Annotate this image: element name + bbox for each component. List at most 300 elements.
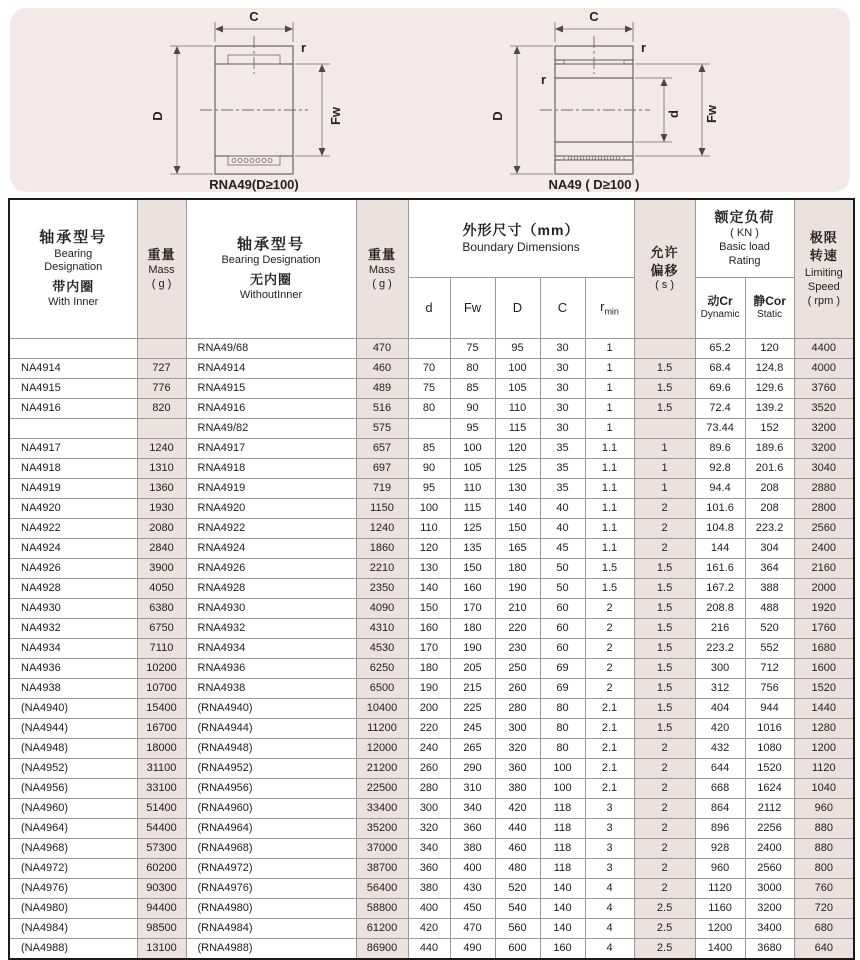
table-cell: 480 [495, 858, 540, 878]
table-cell: 125 [495, 458, 540, 478]
table-cell: 135 [450, 538, 495, 558]
table-cell: 140 [540, 878, 585, 898]
table-cell: 94400 [137, 898, 186, 918]
table-cell: 644 [695, 758, 745, 778]
table-row [9, 598, 854, 618]
table-cell: 380 [408, 878, 450, 898]
table-cell: (NA4944) [9, 718, 137, 738]
table-cell: 70 [408, 358, 450, 378]
table-cell: (NA4988) [9, 938, 137, 959]
header-mass2-zh: 重量 [367, 247, 396, 263]
table-cell: 1760 [794, 618, 854, 638]
table-cell: 1240 [137, 438, 186, 458]
table-cell: (NA4948) [9, 738, 137, 758]
table-cell: 80 [540, 698, 585, 718]
table-cell: 2.5 [634, 898, 695, 918]
table-cell: 230 [495, 638, 540, 658]
table-cell: (NA4956) [9, 778, 137, 798]
table-cell: 340 [408, 838, 450, 858]
table-cell: 165 [495, 538, 540, 558]
table-cell: 1200 [794, 738, 854, 758]
table-cell: 2256 [745, 818, 794, 838]
header-dim-D [495, 277, 540, 338]
header-speed-zh2: 转速 [809, 247, 838, 263]
table-cell [9, 418, 137, 438]
table-cell: 4 [585, 878, 634, 898]
table-cell: 69 [540, 678, 585, 698]
table-cell: 4090 [356, 598, 408, 618]
table-cell: NA4914 [9, 358, 137, 378]
header-static-en: Static [757, 309, 783, 320]
header-mass2-unit: ( g ) [372, 277, 392, 290]
bearing-diagrams [10, 8, 850, 192]
table-cell [634, 338, 695, 358]
table-cell: 124.8 [745, 358, 794, 378]
table-cell: 60 [540, 618, 585, 638]
table-cell: 1 [634, 438, 695, 458]
dim-fw-label: Fw [463, 300, 482, 315]
table-cell: 310 [450, 778, 495, 798]
table-cell: 118 [540, 858, 585, 878]
table-cell: 360 [408, 858, 450, 878]
table-body [9, 338, 854, 959]
table-cell: 1920 [794, 598, 854, 618]
table-cell: 400 [408, 898, 450, 918]
header-speed-unit: ( rpm ) [807, 294, 840, 307]
table-cell: 110 [408, 518, 450, 538]
table-cell: 1160 [695, 898, 745, 918]
table-cell: 90 [450, 398, 495, 418]
table-cell: (NA4960) [9, 798, 137, 818]
table-cell: 101.6 [695, 498, 745, 518]
table-cell: 1 [585, 338, 634, 358]
table-cell: 161.6 [695, 558, 745, 578]
table-cell: 1 [585, 418, 634, 438]
table-cell: 1120 [794, 758, 854, 778]
table-cell: 250 [495, 658, 540, 678]
table-cell: RNA4924 [186, 538, 356, 558]
table-cell: 2 [585, 598, 634, 618]
table-cell: 89.6 [695, 438, 745, 458]
table-cell: 2840 [137, 538, 186, 558]
header-mass2-en: Mass [368, 263, 396, 276]
table-cell: 719 [356, 478, 408, 498]
table-cell: 201.6 [745, 458, 794, 478]
table-cell: RNA4917 [186, 438, 356, 458]
table-cell: 95 [408, 478, 450, 498]
table-cell: 75 [450, 338, 495, 358]
table-cell: 2080 [137, 518, 186, 538]
table-cell: 400 [450, 858, 495, 878]
table-cell: 30 [540, 418, 585, 438]
table-cell: 190 [495, 578, 540, 598]
table-row [9, 698, 854, 718]
table-cell: 1.5 [585, 578, 634, 598]
table-cell: 245 [450, 718, 495, 738]
table-cell: 35 [540, 478, 585, 498]
table-cell: 1310 [137, 458, 186, 478]
table-row [9, 498, 854, 518]
table-cell: 223.2 [695, 638, 745, 658]
table-cell: 2 [634, 778, 695, 798]
table-cell: 120 [745, 338, 794, 358]
table-cell: 10200 [137, 658, 186, 678]
table-cell: 960 [794, 798, 854, 818]
table-cell: NA4916 [9, 398, 137, 418]
table-cell: (RNA4980) [186, 898, 356, 918]
label-r-left-right-diagram: r [541, 72, 547, 87]
table-cell: 4000 [794, 358, 854, 378]
table-cell: 60 [540, 638, 585, 658]
table-row [9, 938, 854, 959]
dim-d-label: d [425, 300, 433, 315]
table-row [9, 758, 854, 778]
table-row [9, 858, 854, 878]
table-cell: 2 [585, 658, 634, 678]
table-cell: 144 [695, 538, 745, 558]
label-r-left-diagram: r [301, 40, 307, 55]
table-cell: 1200 [695, 918, 745, 938]
header-load-unit: ( KN ) [730, 227, 759, 240]
table-cell: 118 [540, 798, 585, 818]
dim-D-label: D [512, 300, 523, 315]
table-cell: 360 [450, 818, 495, 838]
table-cell: (NA4964) [9, 818, 137, 838]
table-cell: 2 [634, 878, 695, 898]
table-cell: 180 [408, 658, 450, 678]
table-cell: 1680 [794, 638, 854, 658]
header-misalignment [634, 199, 695, 338]
header-basic-load-rating [695, 199, 794, 277]
table-cell: 388 [745, 578, 794, 598]
table-cell [137, 418, 186, 438]
table-cell: 3 [585, 818, 634, 838]
label-Fw-left-diagram: Fw [328, 106, 343, 126]
table-cell: 928 [695, 838, 745, 858]
table-cell: 56400 [356, 878, 408, 898]
table-cell: RNA4919 [186, 478, 356, 498]
table-cell: 139.2 [745, 398, 794, 418]
table-cell [408, 418, 450, 438]
table-cell: (NA4952) [9, 758, 137, 778]
header-with-inner-en1: Bearing [54, 247, 93, 260]
table-cell: NA4928 [9, 578, 137, 598]
table-cell: 1860 [356, 538, 408, 558]
table-cell: RNA4932 [186, 618, 356, 638]
table-cell: 210 [495, 598, 540, 618]
table-row [9, 658, 854, 678]
table-row [9, 338, 854, 358]
table-cell: 540 [495, 898, 540, 918]
table-header [9, 199, 854, 338]
table-cell: 73.44 [695, 418, 745, 438]
table-cell: 4 [585, 918, 634, 938]
table-cell: 223.2 [745, 518, 794, 538]
header-dim-rmin [585, 277, 634, 338]
table-cell: 420 [495, 798, 540, 818]
table-cell: (RNA4948) [186, 738, 356, 758]
diagram-rna49 [150, 9, 343, 192]
table-cell: 2 [634, 798, 695, 818]
table-cell: 118 [540, 818, 585, 838]
table-cell: 4 [585, 898, 634, 918]
table-cell: 2.1 [585, 718, 634, 738]
table-cell: 38700 [356, 858, 408, 878]
table-row [9, 618, 854, 638]
table-cell: (RNA4960) [186, 798, 356, 818]
table-cell: 1930 [137, 498, 186, 518]
caption-rna49: RNA49(D≥100) [209, 177, 299, 192]
table-cell: 520 [495, 878, 540, 898]
table-cell: NA4920 [9, 498, 137, 518]
table-cell: 360 [495, 758, 540, 778]
table-cell: RNA4936 [186, 658, 356, 678]
table-cell: 160 [540, 938, 585, 959]
header-limiting-speed [794, 199, 854, 338]
table-cell: 1600 [794, 658, 854, 678]
table-cell: 265 [450, 738, 495, 758]
table-cell: 520 [745, 618, 794, 638]
table-cell: 60200 [137, 858, 186, 878]
header-dynamic-load [695, 277, 745, 338]
table-cell: 800 [794, 858, 854, 878]
header-with-inner-en2: Designation [44, 261, 103, 274]
table-cell [634, 418, 695, 438]
table-cell: 300 [495, 718, 540, 738]
table-cell: 4310 [356, 618, 408, 638]
table-cell: 12000 [356, 738, 408, 758]
header-without-inner-zh: 轴承型号 [236, 235, 305, 253]
table-cell: 22500 [356, 778, 408, 798]
table-cell: 1.5 [634, 658, 695, 678]
table-cell: 2400 [745, 838, 794, 858]
table-cell: 13100 [137, 938, 186, 959]
table-row [9, 418, 854, 438]
table-cell: 1.5 [634, 578, 695, 598]
table-cell: NA4938 [9, 678, 137, 698]
table-cell: (NA4976) [9, 878, 137, 898]
table-cell: 2880 [794, 478, 854, 498]
table-cell: 440 [495, 818, 540, 838]
table-cell: (RNA4964) [186, 818, 356, 838]
table-cell: 11200 [356, 718, 408, 738]
table-row [9, 358, 854, 378]
label-D-left-diagram: D [150, 111, 165, 121]
table-cell: RNA4930 [186, 598, 356, 618]
table-cell: 2210 [356, 558, 408, 578]
table-cell: 820 [137, 398, 186, 418]
table-cell: 2.1 [585, 778, 634, 798]
table-row [9, 638, 854, 658]
table-cell: 61200 [356, 918, 408, 938]
table-cell: 756 [745, 678, 794, 698]
table-row [9, 578, 854, 598]
table-cell: 489 [356, 378, 408, 398]
table-cell: 575 [356, 418, 408, 438]
table-cell: 1280 [794, 718, 854, 738]
table-cell: 115 [450, 498, 495, 518]
table-cell: RNA4922 [186, 518, 356, 538]
table-cell: 30 [540, 398, 585, 418]
header-dynamic-zh: 动Cr [707, 294, 733, 308]
table-row [9, 678, 854, 698]
table-cell: 167.2 [695, 578, 745, 598]
table-cell: 45 [540, 538, 585, 558]
table-cell: 1 [634, 478, 695, 498]
table-cell: 30 [540, 378, 585, 398]
table-cell: 404 [695, 698, 745, 718]
table-cell: 776 [137, 378, 186, 398]
table-cell: 1624 [745, 778, 794, 798]
table-row [9, 878, 854, 898]
table-cell: 2 [634, 538, 695, 558]
header-load-en2: Rating [728, 254, 761, 267]
table-cell: 152 [745, 418, 794, 438]
table-cell: 105 [450, 458, 495, 478]
table-cell: 2.5 [634, 938, 695, 959]
table-cell: 215 [450, 678, 495, 698]
table-cell: NA4932 [9, 618, 137, 638]
table-cell: 100 [450, 438, 495, 458]
table-cell: 160 [450, 578, 495, 598]
label-D-right-diagram: D [490, 111, 505, 121]
table-cell: 364 [745, 558, 794, 578]
table-cell: 304 [745, 538, 794, 558]
table-cell: RNA4926 [186, 558, 356, 578]
table-cell: 864 [695, 798, 745, 818]
dim-C-label: C [557, 300, 568, 315]
label-d-right-diagram: d [666, 110, 681, 118]
table-row [9, 438, 854, 458]
table-cell: 3 [585, 838, 634, 858]
table-cell: 3200 [745, 898, 794, 918]
table-cell: 140 [408, 578, 450, 598]
table-cell: 944 [745, 698, 794, 718]
table-cell: 3900 [137, 558, 186, 578]
table-cell: 90 [408, 458, 450, 478]
header-speed-en1: Limiting [804, 267, 843, 280]
table-cell: (RNA4968) [186, 838, 356, 858]
table-cell: 33400 [356, 798, 408, 818]
table-cell: 760 [794, 878, 854, 898]
table-cell: 280 [495, 698, 540, 718]
caption-na49: NA49 ( D≥100 ) [548, 177, 640, 192]
table-cell: 220 [408, 718, 450, 738]
table-cell: 680 [794, 918, 854, 938]
table-cell: 1 [634, 458, 695, 478]
table-cell: RNA49/68 [186, 338, 356, 358]
table-cell: 6500 [356, 678, 408, 698]
table-cell: 208 [745, 478, 794, 498]
table-cell: 4530 [356, 638, 408, 658]
header-misalignment-unit: ( s ) [655, 279, 675, 292]
table-cell: 460 [356, 358, 408, 378]
table-cell: NA4934 [9, 638, 137, 658]
header-mass1-zh: 重量 [147, 247, 176, 263]
table-cell: 15400 [137, 698, 186, 718]
table-cell: RNA4934 [186, 638, 356, 658]
table-cell: 2400 [794, 538, 854, 558]
table-cell: 420 [408, 918, 450, 938]
header-without-inner-en2: WithoutInner [239, 288, 303, 301]
table-cell: 260 [495, 678, 540, 698]
table-cell: 1360 [137, 478, 186, 498]
table-cell: 1240 [356, 518, 408, 538]
table-cell: 100 [540, 778, 585, 798]
table-cell: 225 [450, 698, 495, 718]
table-cell: 1.5 [634, 558, 695, 578]
table-cell: 69.6 [695, 378, 745, 398]
table-cell: 3760 [794, 378, 854, 398]
table-cell: 470 [450, 918, 495, 938]
header-dim-d [408, 277, 450, 338]
table-cell: NA4936 [9, 658, 137, 678]
table-cell: 160 [408, 618, 450, 638]
table-cell: 120 [495, 438, 540, 458]
header-dynamic-en: Dynamic [700, 309, 740, 320]
table-cell: 16700 [137, 718, 186, 738]
table-cell: 150 [408, 598, 450, 618]
table-cell: 2560 [745, 858, 794, 878]
header-boundary-en: Boundary Dimensions [462, 240, 580, 255]
table-cell: 1.1 [585, 438, 634, 458]
table-cell: 3200 [794, 418, 854, 438]
table-row [9, 398, 854, 418]
table-cell: 1.1 [585, 538, 634, 558]
table-cell: 10400 [356, 698, 408, 718]
table-cell: 657 [356, 438, 408, 458]
table-cell: 3520 [794, 398, 854, 418]
table-cell: (RNA4956) [186, 778, 356, 798]
table-cell: 180 [450, 618, 495, 638]
table-row [9, 538, 854, 558]
table-cell [137, 338, 186, 358]
table-cell: 1.1 [585, 478, 634, 498]
table-cell: 100 [408, 498, 450, 518]
table-row [9, 818, 854, 838]
table-cell: RNA4920 [186, 498, 356, 518]
table-cell: 200 [408, 698, 450, 718]
table-row [9, 378, 854, 398]
table-cell: NA4930 [9, 598, 137, 618]
table-cell: 120 [408, 538, 450, 558]
table-cell: 960 [695, 858, 745, 878]
table-cell: 880 [794, 818, 854, 838]
table-cell: 6750 [137, 618, 186, 638]
header-without-inner-en1: Bearing Designation [221, 254, 321, 267]
table-cell: 1.5 [634, 698, 695, 718]
table-cell: 208.8 [695, 598, 745, 618]
header-with-inner-zh2: 带内圈 [52, 279, 95, 295]
table-row [9, 898, 854, 918]
table-cell: 140 [495, 498, 540, 518]
table-cell: 380 [450, 838, 495, 858]
table-cell: RNA49/82 [186, 418, 356, 438]
table-cell: 2 [634, 738, 695, 758]
table-cell: 2560 [794, 518, 854, 538]
header-load-zh: 额定负荷 [714, 209, 775, 226]
table-cell: 140 [540, 898, 585, 918]
table-cell: 896 [695, 818, 745, 838]
table-cell: 95 [450, 418, 495, 438]
table-cell: 80 [450, 358, 495, 378]
table-cell: 69 [540, 658, 585, 678]
table-row [9, 718, 854, 738]
table-cell: 2350 [356, 578, 408, 598]
table-cell: 450 [450, 898, 495, 918]
label-c-left: C [249, 9, 259, 24]
table-cell: 560 [495, 918, 540, 938]
